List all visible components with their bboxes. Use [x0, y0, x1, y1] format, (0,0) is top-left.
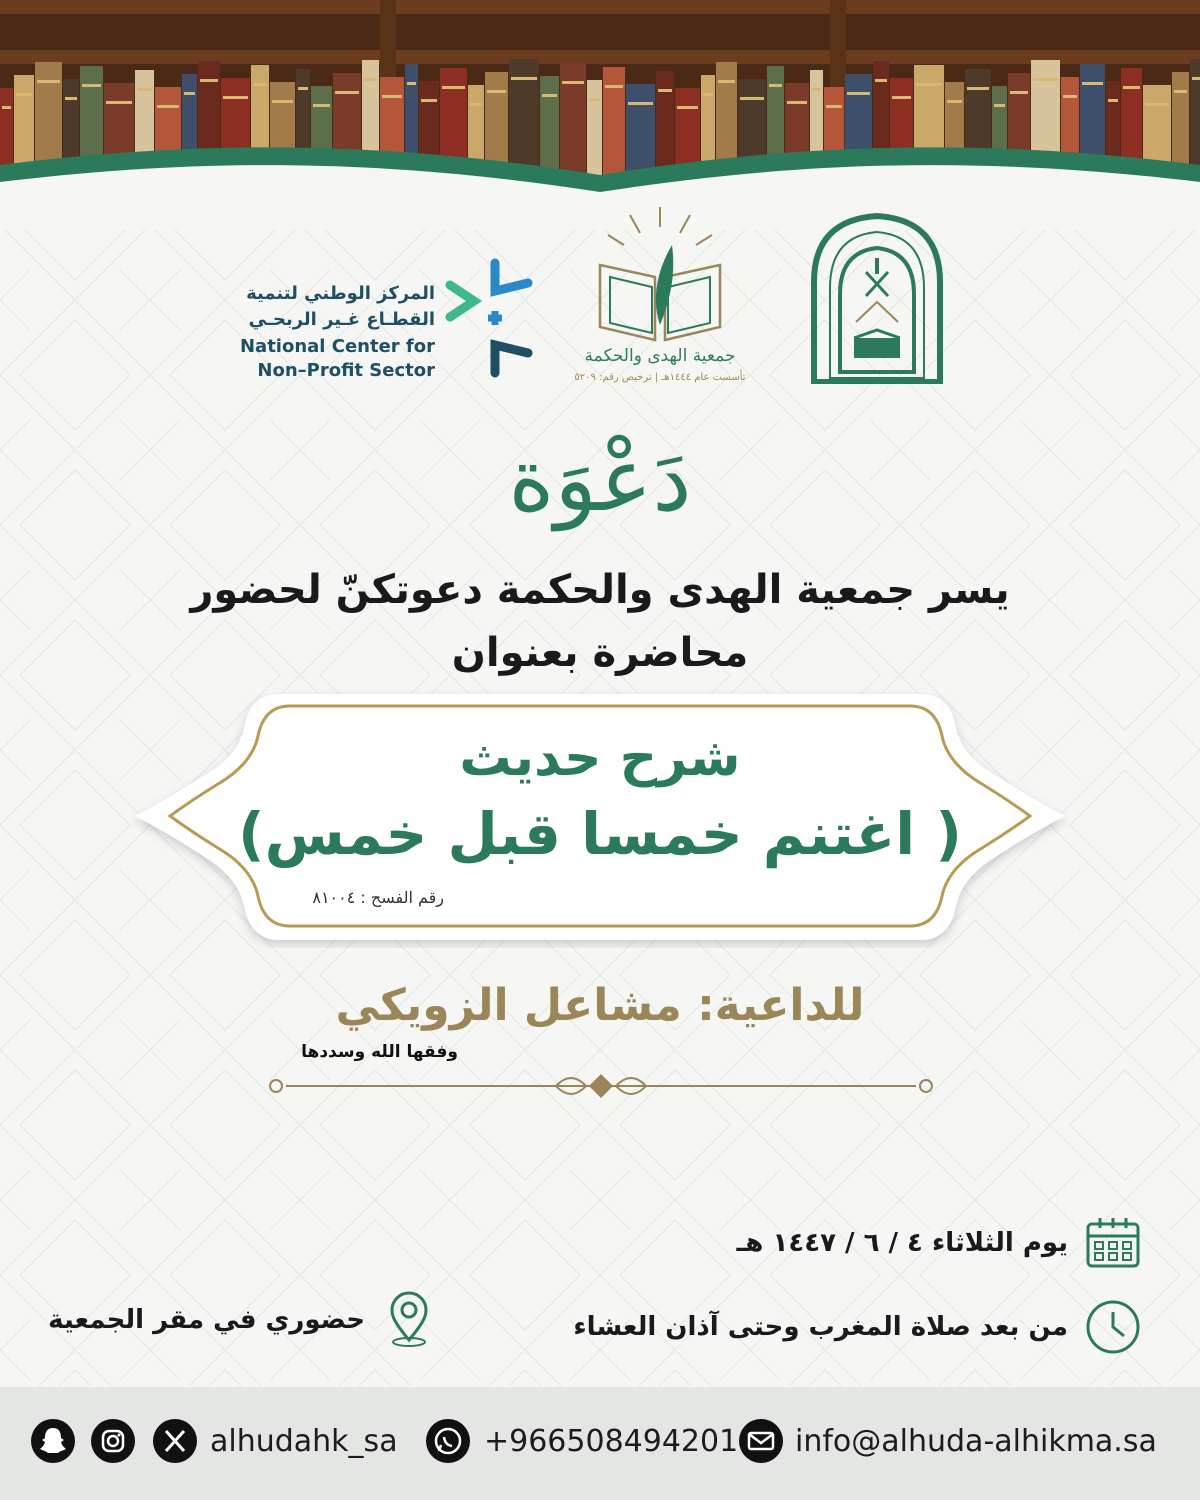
book-spine-band [916, 83, 942, 86]
book-spine-band [470, 103, 482, 106]
book-spine-band [812, 88, 821, 91]
book-spine-band [605, 85, 623, 88]
book-spine-band [994, 104, 1005, 107]
email-icon[interactable] [738, 1418, 784, 1464]
book-spine-band [184, 92, 195, 95]
book-spine-band [542, 94, 557, 97]
book-spine-band [769, 84, 782, 87]
lecture-title-line1: شرح حديث [459, 728, 741, 788]
book-spine-band [589, 98, 600, 101]
book-spine-band [442, 86, 465, 89]
book-spine-band [2, 106, 11, 109]
book-spine-band [628, 102, 653, 105]
book-spine-band [892, 96, 911, 99]
shelf-board [0, 0, 1200, 14]
book-spine-band [382, 95, 402, 98]
invitation-calligraphy: دَعْوَة [508, 428, 692, 531]
clock-icon [1084, 1298, 1142, 1356]
alhuda-logo-subtitle: تأسست عام ١٤٤٤هـ | ترخيص رقم: ٥٢٠٩ [574, 372, 746, 383]
event-date: يوم الثلاثاء ٤ / ٦ / ١٤٤٧ هـ [736, 1228, 1068, 1258]
snapchat-icon[interactable] [30, 1418, 76, 1464]
book-spine-band [421, 99, 437, 102]
phone-number[interactable]: +966508494201 [484, 1424, 739, 1459]
ministry-emblem-icon [806, 212, 948, 384]
book-spine-band [364, 78, 377, 81]
lecture-title-line2: (اغتنم خمسا قبل خمس ) [238, 800, 962, 868]
book-spine-band [947, 100, 962, 103]
book-spine-band [562, 81, 584, 84]
whatsapp-icon[interactable] [425, 1418, 471, 1464]
alhuda-logo-name: جمعية الهدى والحكمة [584, 346, 736, 366]
ncnp-name-arabic-line1: المركز الوطني لتنمية [246, 283, 435, 304]
book-spine-band [677, 106, 698, 109]
book-spine-band [1010, 91, 1028, 94]
x-twitter-icon[interactable] [152, 1418, 198, 1464]
permit-number: رقم الفسح : ٨١٠٠٤ [312, 888, 444, 907]
book-spine-band [272, 100, 293, 103]
event-time: من بعد صلاة المغرب وحتى آذان العشاء [573, 1312, 1068, 1342]
book-spine-band [658, 89, 672, 92]
book-spine-band [157, 105, 179, 108]
book-spine-band [407, 82, 416, 85]
ncnp-name-arabic-line2: القطـاع غـير الربحـي [248, 309, 435, 330]
book-spine-band [1063, 95, 1077, 98]
event-location: حضوري في مقر الجمعية [48, 1305, 365, 1335]
email-address[interactable]: info@alhuda-alhikma.sa [795, 1424, 1157, 1459]
instagram-icon[interactable] [90, 1418, 136, 1464]
book-spine-band [1123, 86, 1140, 89]
book-spine-band [1192, 77, 1200, 80]
book-spine-band [718, 80, 735, 83]
calendar-icon [1084, 1214, 1142, 1272]
ornament-divider-icon [256, 1066, 946, 1106]
book-spine-band [82, 84, 101, 87]
book-spine-band [298, 87, 308, 90]
book-spine-band [65, 97, 77, 100]
book-spine-band [1108, 99, 1118, 102]
location-pin-icon [380, 1290, 438, 1348]
book-spine-band [967, 87, 989, 90]
book-spine-band [1174, 90, 1187, 93]
book-spine-band [313, 104, 330, 107]
book-spine-band [1082, 82, 1103, 85]
invitation-line-1: يسر جمعية الهدى والحكمة دعوتكنّ لحضور [190, 567, 1010, 613]
social-handle[interactable]: alhudahk_sa [210, 1424, 398, 1459]
book-spine-band [253, 83, 267, 86]
ncnp-name-english-line2: Non–Profit Sector [257, 360, 435, 381]
ncnp-name-english-line1: National Center for [239, 336, 435, 357]
book-spine-band [16, 93, 32, 96]
ncnp-logo-icon [440, 255, 540, 380]
book-spine-band [223, 96, 248, 99]
book-spine-band [847, 92, 870, 95]
speaker-blessing: وفقها الله وسددها [301, 1042, 458, 1062]
alhuda-logo-icon [560, 205, 780, 395]
book-spine-band [826, 105, 842, 108]
book-spine-band [37, 80, 60, 83]
book-spine-band [511, 77, 537, 80]
book-spine-band [335, 91, 359, 94]
invitation-line-2: محاضرة بعنوان [451, 630, 749, 676]
book-spine-band [487, 90, 506, 93]
book-spine-band [1033, 78, 1058, 81]
book-spine-band [1145, 103, 1169, 106]
book-spine-band [703, 93, 713, 96]
book-spine-band [740, 97, 764, 100]
book-spine-band [787, 101, 807, 104]
book-spine-band [137, 88, 152, 91]
book-spine-band [875, 79, 887, 82]
book-spine-band [200, 79, 218, 82]
speaker-name: للداعية: مشاعل الزويكي [335, 980, 865, 1031]
book-spine-band [106, 101, 132, 104]
